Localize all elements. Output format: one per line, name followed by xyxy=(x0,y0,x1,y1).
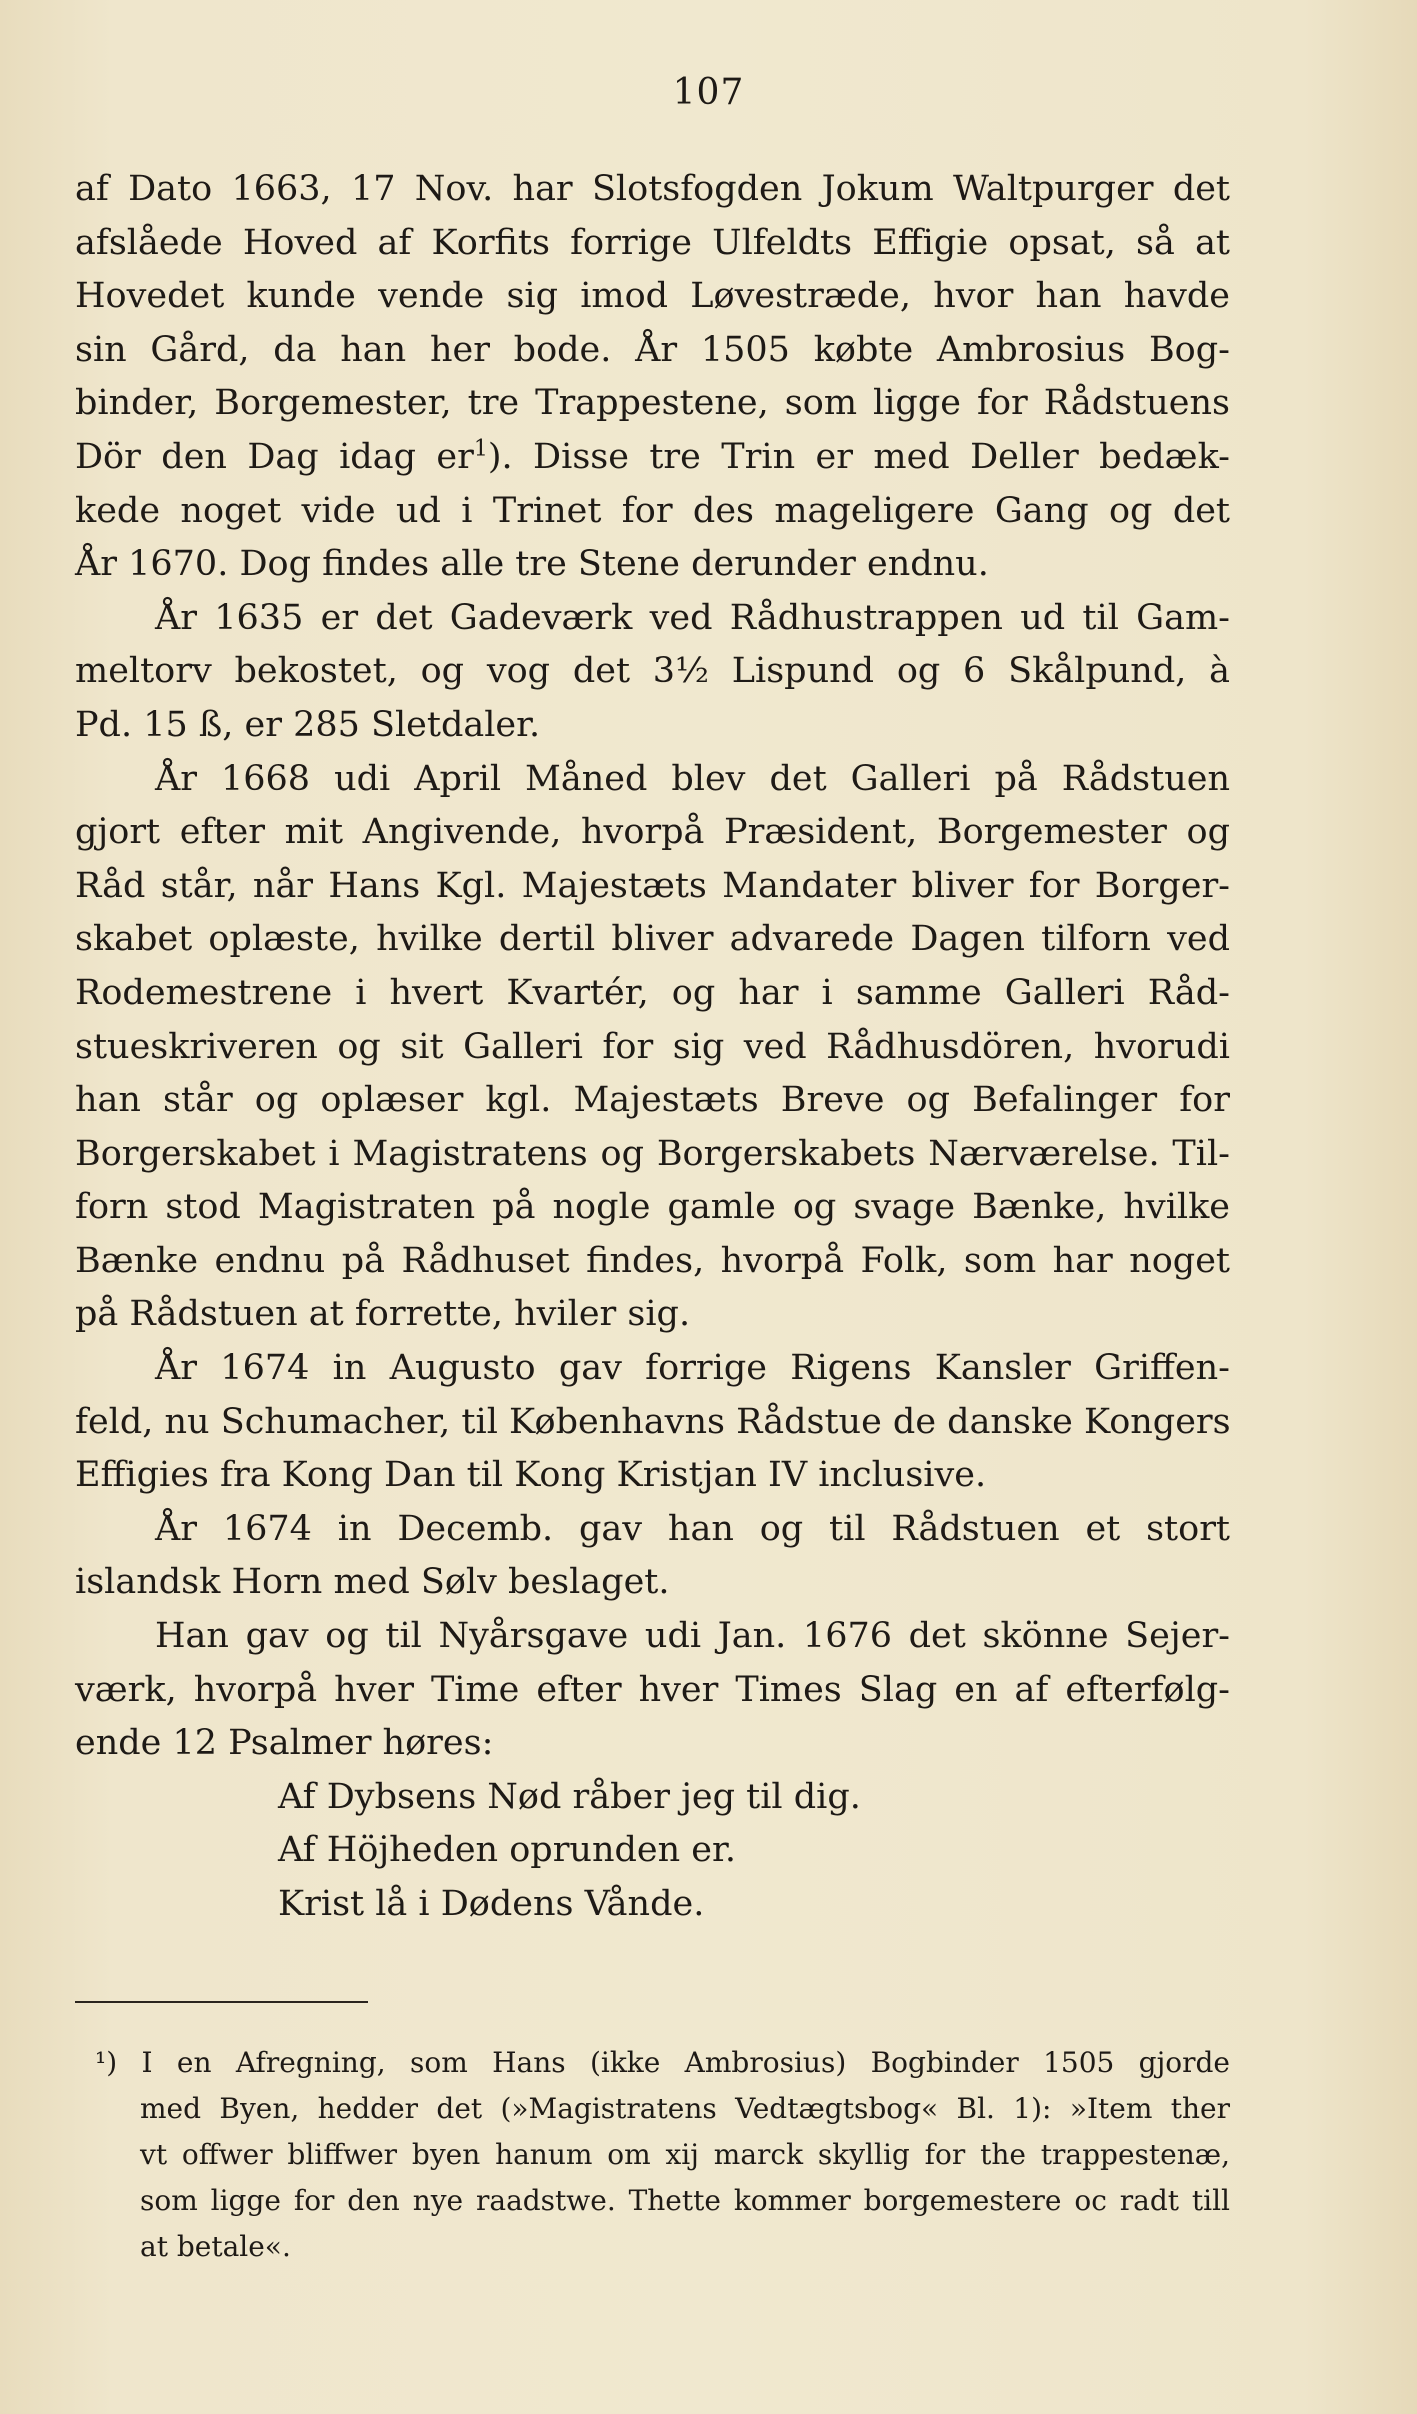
text-line: islandsk Horn med Sølv beslaget. xyxy=(75,1562,670,1603)
text-line: År 1668 udi April Måned blev det Galleri på Rådstuen xyxy=(155,758,1230,799)
text-line: Råd står, når Hans Kgl. Majestæts Mandater bliver for Borger- xyxy=(75,865,1230,906)
psalm-line: Af Höjheden oprunden er. xyxy=(278,1830,737,1871)
text-line: Bænke endnu på Rådhuset findes, hvorpå Folk, som har noget xyxy=(75,1240,1230,1281)
text-line: Hovedet kunde vende sig imod Løvestræde, hvor han havde xyxy=(75,276,1230,317)
footnote-divider xyxy=(75,2001,368,2003)
text-segment: ). Disse tre Trin er med Deller bedæk- xyxy=(487,436,1230,477)
text-line: feld, nu Schumacher, til Københavns Rådstue de danske Kongers xyxy=(75,1401,1231,1442)
text-line: kede noget vide ud i Trinet for des mageligere Gang og det xyxy=(75,490,1230,531)
text-line: Rodemestrene i hvert Kvartér, og har i samme Galleri Råd- xyxy=(75,972,1230,1013)
footnote-line xyxy=(95,2040,1230,2086)
text-line: Effigies fra Kong Dan til Kong Kristjan IV inclusive. xyxy=(75,1455,987,1496)
text-line: År 1674 in Augusto gav forrige Rigens Kansler Griffen- xyxy=(155,1348,1230,1389)
text-line: på Rådstuen at forrette, hviler sig. xyxy=(75,1294,691,1335)
footnote-line: med Byen, hedder det (»Magistratens Vedtægtsbog« Bl. 1): »Item ther xyxy=(140,2092,1230,2125)
text-line: stueskriveren og sit Galleri for sig ved Rådhusdören, hvorudi xyxy=(75,1026,1230,1067)
text-line: År 1674 in Decemb. gav han og til Rådstuen et stort xyxy=(155,1508,1230,1549)
text-line-with-footnote-ref xyxy=(75,431,1230,485)
text-line: sin Gård, da han her bode. År 1505 købte Ambrosius Bog- xyxy=(75,329,1230,370)
text-line: forn stod Magistraten på nogle gamle og svage Bænke, hvilke xyxy=(75,1187,1230,1228)
psalm-line: Krist lå i Dødens Vånde. xyxy=(278,1884,705,1924)
text-line: Borgerskabet i Magistratens og Borgerskabets Nærværelse. Til- xyxy=(75,1133,1230,1174)
footnote-line: som ligge for den nye raadstwe. Thette kommer borgemestere oc radt till xyxy=(140,2184,1230,2217)
text-line: gjort efter mit Angivende, hvorpå Præsident, Borgemester og xyxy=(75,812,1230,853)
text-line: meltorv bekostet, og vog det 3½ Lispund og 6 Skålpund, à xyxy=(75,651,1230,692)
footnote-text: I en Afregning, som Hans (ikke Ambrosius) Bogbinder 1505 gjorde xyxy=(141,2046,1231,2079)
text-line: værk, hvorpå hver Time efter hver Times Slag en af efterfølg- xyxy=(75,1669,1230,1710)
text-line: af Dato 1663, 17 Nov. har Slotsfogden Jokum Waltpurger det xyxy=(75,169,1230,209)
footnote-line: vt offwer bliffwer byen hanum om xij marck skyllig for the trappestenæ, xyxy=(140,2138,1230,2171)
body-text xyxy=(75,163,1230,1932)
footnote xyxy=(95,2040,1230,2270)
text-line: han står og oplæser kgl. Majestæts Breve og Befalinger for xyxy=(75,1080,1230,1121)
text-line: Han gav og til Nyårsgave udi Jan. 1676 det skönne Sejer- xyxy=(155,1616,1230,1657)
text-line: afslåede Hoved af Korfits forrige Ulfeldts Effigie opsat, så at xyxy=(75,222,1230,263)
text-line: År 1635 er det Gadeværk ved Rådhustrappen ud til Gam- xyxy=(155,597,1230,638)
page-number: 107 xyxy=(672,72,745,113)
text-line: skabet oplæste, hvilke dertil bliver advarede Dagen tilforn ved xyxy=(75,919,1230,960)
text-line: Pd. 15 ß, er 285 Sletdaler. xyxy=(75,704,541,745)
psalm-line: Af Dybsens Nød råber jeg til dig. xyxy=(278,1776,861,1817)
text-segment: Dör den Dag idag er xyxy=(75,436,474,477)
footnote-reference: 1 xyxy=(473,436,488,462)
footnote-marker: ¹) xyxy=(95,2046,118,2079)
text-line: binder, Borgemester, tre Trappestene, som ligge for Rådstuens xyxy=(75,383,1230,424)
text-line: År 1670. Dog findes alle tre Stene derunder endnu. xyxy=(75,544,989,585)
text-line: ende 12 Psalmer høres: xyxy=(75,1723,494,1764)
footnote-line: at betale«. xyxy=(140,2230,291,2263)
